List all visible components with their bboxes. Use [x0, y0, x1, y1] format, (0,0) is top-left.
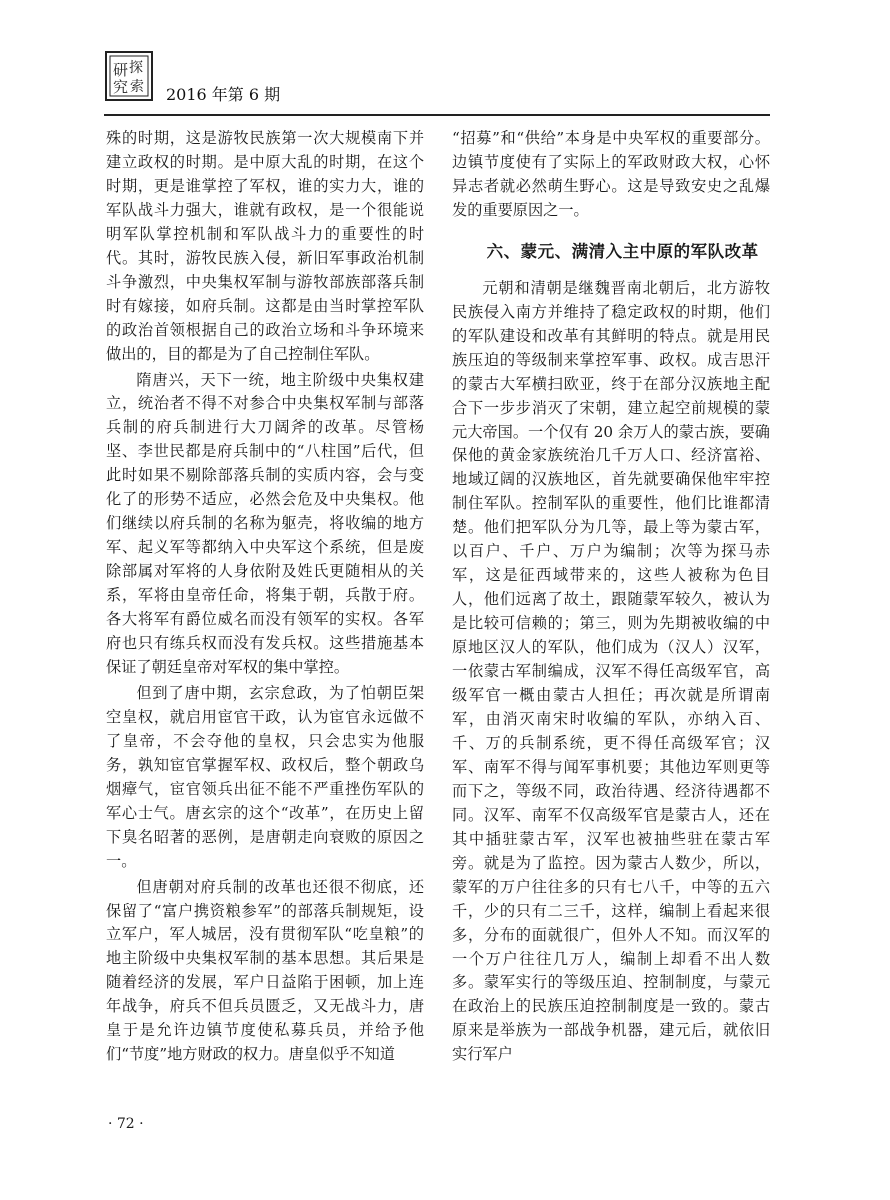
paragraph: 但到了唐中期，玄宗怠政，为了怕朝臣架空皇权，就启用宦官干政，认为宦官永远做不了皇帝，不会夺他的皇权，只会忠实为他服务，孰知宦官掌握军权、政权后，整个朝政乌烟瘴气，宦官领兵出征不能不严重挫伤军队的军心士气。唐玄宗的这个“改革”，在历史上留下臭名昭著的恶例，是唐朝走向衰败的原因之一。 [106, 683, 424, 870]
paragraph: 殊的时期，这是游牧民族第一次大规模南下并建立政权的时期。是中原大乱的时期，在这个时期，更是谁掌控了军权，谁的实力大，谁的军队战斗力强大，谁就有政权，是一个很能说明军队掌控机制和军队战斗力的重要性的时代。其时，游牧民族入侵，新旧军事政治机制斗争激烈，中央集权军制与游牧部族部落兵制时有嫁接，如府兵制。这都是由当时掌控军队的政治首领根据自己的政治立场和斗争环境来做出的，目的都是为了自己控制住军队。 [106, 129, 424, 363]
svg-text:研: 研 [113, 61, 129, 79]
svg-text:究: 究 [113, 78, 129, 96]
svg-text:探: 探 [129, 60, 143, 76]
paragraph: 元朝和清朝是继魏晋南北朝后，北方游牧民族侵入南方并维持了稳定政权的时期，他们的军队建设和改革有其鲜明的特点。就是用民族压迫的等级制来掌控军事、政权。成吉思汗的蒙古大军横扫欧亚，终于在部分汉族地主配合下一步步消灭了宋朝，建立起空前规模的蒙元大帝国。一个仅有 20 余万人的蒙古族，要确保他的黄金家族统治几千万人口、经济富裕、地域辽阔的汉族地区，首先就要确保他牢牢控制住军队。控制军队的重要性，他们比谁都清楚。他们把军队分为几等，最上等为蒙古军，以百户、千户、万户为编制；次等为探马赤军，这是征西域带来的，这些人被称为色目人，他们远离了故土，跟随蒙军较久，被认为是比较可信赖的；第三，则为先期被收编的中原地区汉人的军队，他们成为（汉人）汉军，一依蒙古军制编成，汉军不得任高级军官，高级军官一概由蒙古人担任；再次就是所谓南军，由消灭南宋时收编的军队，亦纳入百、千、万的兵制系统，更不得任高级军官；汉军、南军不得与闻军事机要；其他边军则更等而下之，等级不同，政治待遇、经济待遇都不同。汉军、南军不仅高级军官是蒙古人，还在其中插驻蒙古军，汉军也被抽些驻在蒙古军旁。就是为了监控。因为蒙古人数少，所以，蒙军的万户往往多的只有七八千，中等的五六千，少的只有二三千，这样，编制上看起来很多，分布的面就很广，但外人不知。而汉军的一个万户往往几万人，编制上却看不出人数多。蒙军实行的等级压迫、控制制度，与蒙元在政治上的民族压迫控制制度是一致的。蒙古原来是举族为一部战争机器，建元后，就依旧实行军户 [452, 278, 770, 1064]
paragraph: “招募”和“供给”本身是中央军权的重要部分。边镇节度使有了实际上的军政财政大权，心怀异志者就必然萌生野心。这是导致安史之乱爆发的重要原因之一。 [452, 129, 770, 219]
header-rule [104, 114, 770, 116]
paragraph: 隋唐兴，天下一统，地主阶级中央集权建立，统治者不得不对参合中央集权军制与部落兵制的府兵制进行大刀阔斧的改革。尽管杨坚、李世民都是府兵制中的“八柱国”后代，但此时如果不剔除部落兵制的实质内容，会与变化了的形势不适应，必然会危及中央集权。他们继续以府兵制的名称为躯壳，将收编的地方军、起义军等都纳入中央军这个系统，但是废除部属对军将的人身依附及姓氏更随相从的关系，军将由皇帝任命，将集于朝，兵散于府。各大将军有爵位威名而没有领军的实权。各军府也只有练兵权而没有发兵权。这些措施基本保证了朝廷皇帝对军权的集中掌控。 [106, 370, 424, 676]
right-column [452, 127, 770, 1067]
journal-logo [104, 50, 154, 102]
svg-text:索: 索 [130, 79, 144, 95]
left-column [106, 127, 424, 1067]
paragraph: 但唐朝对府兵制的改革也还很不彻底，还保留了“富户携资粮参军”的部落兵制规矩，设立军户，军人城居，没有贯彻军队“吃皇粮”的地主阶级中央集权军制的基本思想。其后果是随着经济的发展，军户日益陷于困顿，加上连年战争，府兵不但兵员匮乏，又无战斗力，唐皇于是允许边镇节度使私募兵员，并给予他们“节度”地方财政的权力。唐皇似乎不知道 [106, 877, 424, 1064]
section-heading: 六、蒙元、满清入主中原的军队改革 [486, 241, 759, 261]
page-number: · 72 · [108, 1116, 144, 1132]
issue-label: 2016 年第 6 期 [166, 85, 281, 104]
